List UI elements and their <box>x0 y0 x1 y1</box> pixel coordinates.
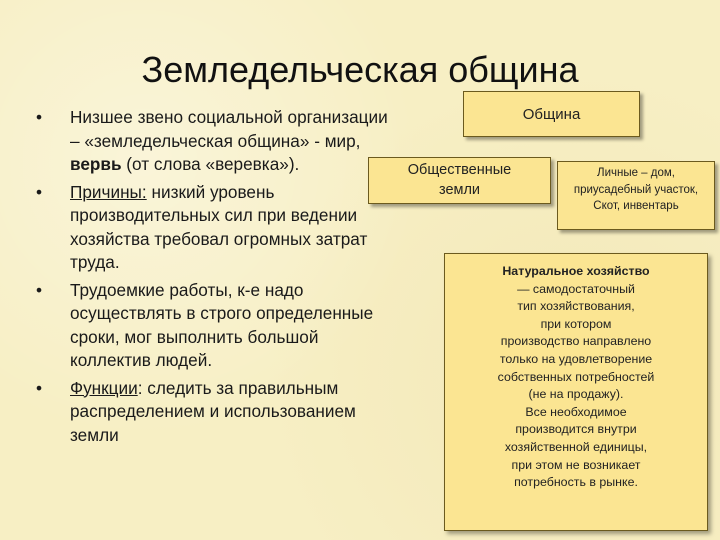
definition-line: тип хозяйствования, <box>517 299 635 314</box>
definition-line: потребность в рынке. <box>514 475 638 490</box>
bullet-text: Функции: следить за правильным распределением и использованием земли <box>70 377 356 445</box>
bullet-item <box>36 377 436 448</box>
natural-economy-heading: Натуральное хозяйство <box>502 264 650 278</box>
functions-label: Функции <box>70 377 138 398</box>
definition-line: собственных потребностей <box>497 369 655 384</box>
definition-line: (не на продажу). <box>528 387 624 402</box>
bullet-icon: • <box>36 377 43 398</box>
personal-property-box: Личные – дом, приусадебный участок, Скот, инвентарь <box>557 161 715 230</box>
definition-line: производится внутри <box>515 422 637 437</box>
bullet-icon: • <box>36 107 43 127</box>
slide-title: Земледельческая община <box>141 49 579 90</box>
bullet-icon: • <box>36 279 43 300</box>
bullet-text: Трудоемкие работы, к-е надо осуществлять в строго определенные сроки, мог выполнить большой коллектив людей. <box>70 279 374 370</box>
definition-line: при этом не возникает <box>511 457 641 472</box>
definition-line: хозяйственной единицы, <box>504 439 648 454</box>
reasons-label: Причины: <box>70 181 147 202</box>
bullet-icon: • <box>36 181 43 202</box>
definition-line: при котором <box>540 316 612 331</box>
bullet-item <box>36 279 436 373</box>
definition-line: Все необходимое <box>525 404 627 419</box>
bullet-text: Низшее звено социальной организации – «земледельческая община» - мир, вервь (от слова «веревка»). <box>70 107 388 174</box>
definition-line: только на удовлетворение <box>499 351 653 366</box>
definition-line: — самодостаточный <box>517 281 635 296</box>
verv-term: вервь <box>70 154 122 174</box>
natural-economy-box <box>444 253 708 531</box>
bullet-text: Причины: низкий уровень производительных сил при ведении хозяйства требовал огромных затрат труда. <box>70 181 368 272</box>
definition-line: производство направлено <box>500 334 652 349</box>
public-land-box: Общественные земли <box>368 157 551 204</box>
community-box: Община <box>463 91 640 137</box>
